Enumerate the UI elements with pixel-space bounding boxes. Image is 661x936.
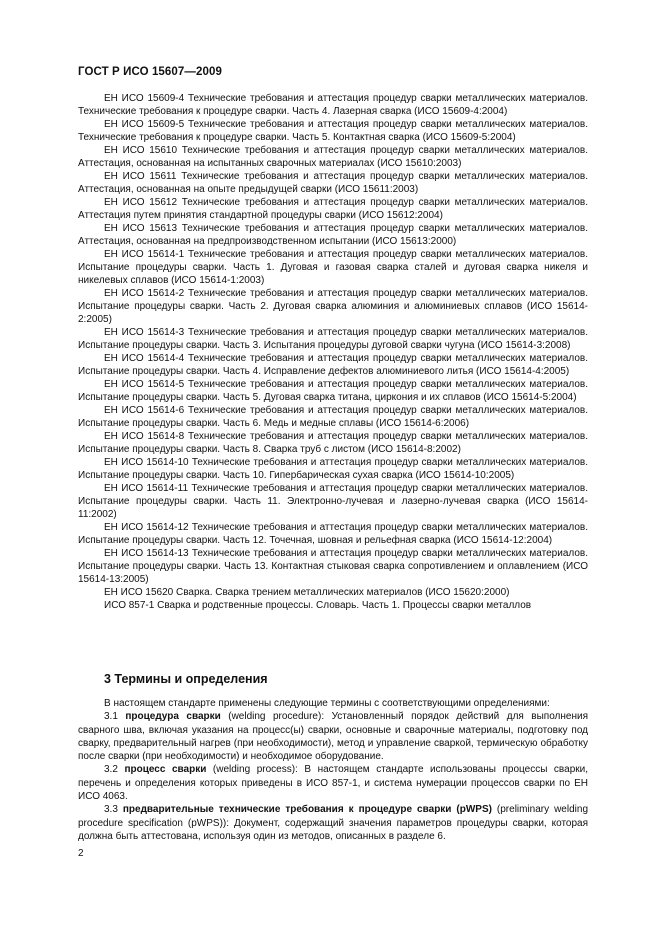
term-number: 3.1 [104,711,118,723]
reference-item: ЕН ИСО 15614-8 Технические требования и аттестация процедур сварки металлических материалов. Испытание процедуры сварки. Часть 8. Сварка труб с листом (ИСО 15614-8:2002) [78,431,588,455]
page-header: ГОСТ Р ИСО 15607—2009 [78,66,223,78]
section-heading: 3 Термины и определения [104,672,268,686]
term-english: (preliminary welding procedure specification (pWPS)): [78,804,588,829]
reference-item: ЕН ИСО 15614-2 Технические требования и аттестация процедур сварки металлических материалов. Испытание процедуры сварки. Часть 2. Дуговая сварка алюминия и алюминиевых сплавов (ИСО 15614-2:2005) [78,288,588,325]
reference-item: ЕН ИСО 15611 Технические требования и аттестация процедур сварки металлических материалов. Аттестация, основанная на опыте предыдущей сварки (ИСО 15611:2003) [78,171,588,195]
reference-item: ЕН ИСО 15614-10 Технические требования и аттестация процедур сварки металлических материалов. Испытание процедуры сварки. Часть 10. Гипербарическая сухая сварка (ИСО 15614-10:2005) [78,457,588,481]
reference-item: ЕН ИСО 15614-13 Технические требования и аттестация процедур сварки металлических материалов. Испытание процедуры сварки. Часть 13. Контактная стыковая сварка сопротивлением и оплавлением (ИСО 15614-13:2005) [78,548,588,585]
reference-item: ЕН ИСО 15610 Технические требования и аттестация процедур сварки металлических материалов. Аттестация, основанная на испытанных сварочных материалах (ИСО 15610:2003) [78,145,588,169]
reference-item: ЕН ИСО 15614-6 Технические требования и аттестация процедур сварки металлических материалов. Испытание процедуры сварки. Часть 6. Медь и медные сплавы (ИСО 15614-6:2006) [78,405,588,429]
term-name: предварительные технические требования к процедуре сварки (pWPS) [122,804,492,816]
term-name: процедура сварки [125,711,221,723]
term-definition: Установленный порядок действий для выполнения сварного шва, включая указания на процесс(ы) сварки, основные и сварочные материалы, подготовку под сварку, предварительный нагрев (при необходимости), метод и управление сваркой, термическую обработку после сварки (при необходимости) и необходимое оборудование. [78,711,588,763]
term-definition: В настоящем стандарте использованы процессы сварки, перечень и определения которых приведены в ИСО 857-1, и система нумерации процессов сварки по ЕН ИСО 4063. [78,764,588,803]
reference-item: ЕН ИСО 15614-4 Технические требования и аттестация процедур сварки металлических материалов. Испытание процедуры сварки. Часть 4. Исправление дефектов алюминиевого литья (ИСО 15614-4:2005) [78,353,588,377]
reference-item: ЕН ИСО 15612 Технические требования и аттестация процедур сварки металлических материалов. Аттестация путем принятия стандартной процедуры сварки (ИСО 15612:2004) [78,197,588,221]
term-definition: Документ, содержащий значения параметров процедуры сварки, которая должна быть аттестована, используя один из методов, описанных в разделе 6. [78,817,589,842]
term-number: 3.2 [104,764,118,776]
reference-item: ЕН ИСО 15614-11 Технические требования и аттестация процедур сварки металлических материалов. Испытание процедуры сварки. Часть 11. Электронно-лучевая и лазерно-лучевая сварка (ИСО 15614-11:2002) [78,483,588,520]
term-english: (welding procedure): [228,711,325,723]
term-entry [78,763,588,803]
term-number: 3.3 [104,804,118,816]
reference-item: ЕН ИСО 15609-5 Технические требования и аттестация процедур сварки металлических материалов. Технические требования к процедуре сварки. Часть 5. Контактная сварка (ИСО 15609-5:2004) [78,119,588,143]
reference-item: ЕН ИСО 15609-4 Технические требования и аттестация процедур сварки металлических материалов. Технические требования к процедуре сварки. Часть 4. Лазерная сварка (ИСО 15609-4:2004) [78,93,588,117]
reference-item: ЕН ИСО 15614-5 Технические требования и аттестация процедур сварки металлических материалов. Испытание процедуры сварки. Часть 5. Дуговая сварка титана, циркония и их сплавов (ИСО 15614-5:2004) [78,379,588,403]
reference-item: ЕН ИСО 15614-12 Технические требования и аттестация процедур сварки металлических материалов. Испытание процедуры сварки. Часть 12. Точечная, шовная и рельефная сварка (ИСО 15614-12:2004) [78,522,588,546]
term-entry [78,803,588,843]
reference-item: ЕН ИСО 15614-3 Технические требования и аттестация процедур сварки металлических материалов. Испытание процедуры сварки. Часть 3. Испытания процедуры дуговой сварки чугуна (ИСО 15614-3:2008) [78,327,588,351]
normative-references-list [78,92,588,612]
terms-section [78,697,588,843]
reference-item: ЕН ИСО 15613 Технические требования и аттестация процедур сварки металлических материалов. Аттестация, основанная на предпроизводственном испытании (ИСО 15613:2000) [78,223,588,247]
reference-item: ЕН ИСО 15620 Сварка. Сварка трением металлических материалов (ИСО 15620:2000) [104,587,510,598]
term-english: (welding process): [212,764,298,776]
reference-item: ЕН ИСО 15614-1 Технические требования и аттестация процедур сварки металлических материалов. Испытание процедуры сварки. Часть 1. Дуговая и газовая сварка сталей и дуговая сварка никеля и никелевых сплавов (ИСО 15614-1:2003) [78,249,588,286]
term-entry [78,710,588,763]
reference-item: ИСО 857-1 Сварка и родственные процессы. Словарь. Часть 1. Процессы сварки металлов [104,600,532,611]
section-intro: В настоящем стандарте применены следующие термины с соответствующими определениями: [104,698,550,709]
term-name: процесс сварки [124,764,207,776]
page-number: 2 [78,848,84,859]
